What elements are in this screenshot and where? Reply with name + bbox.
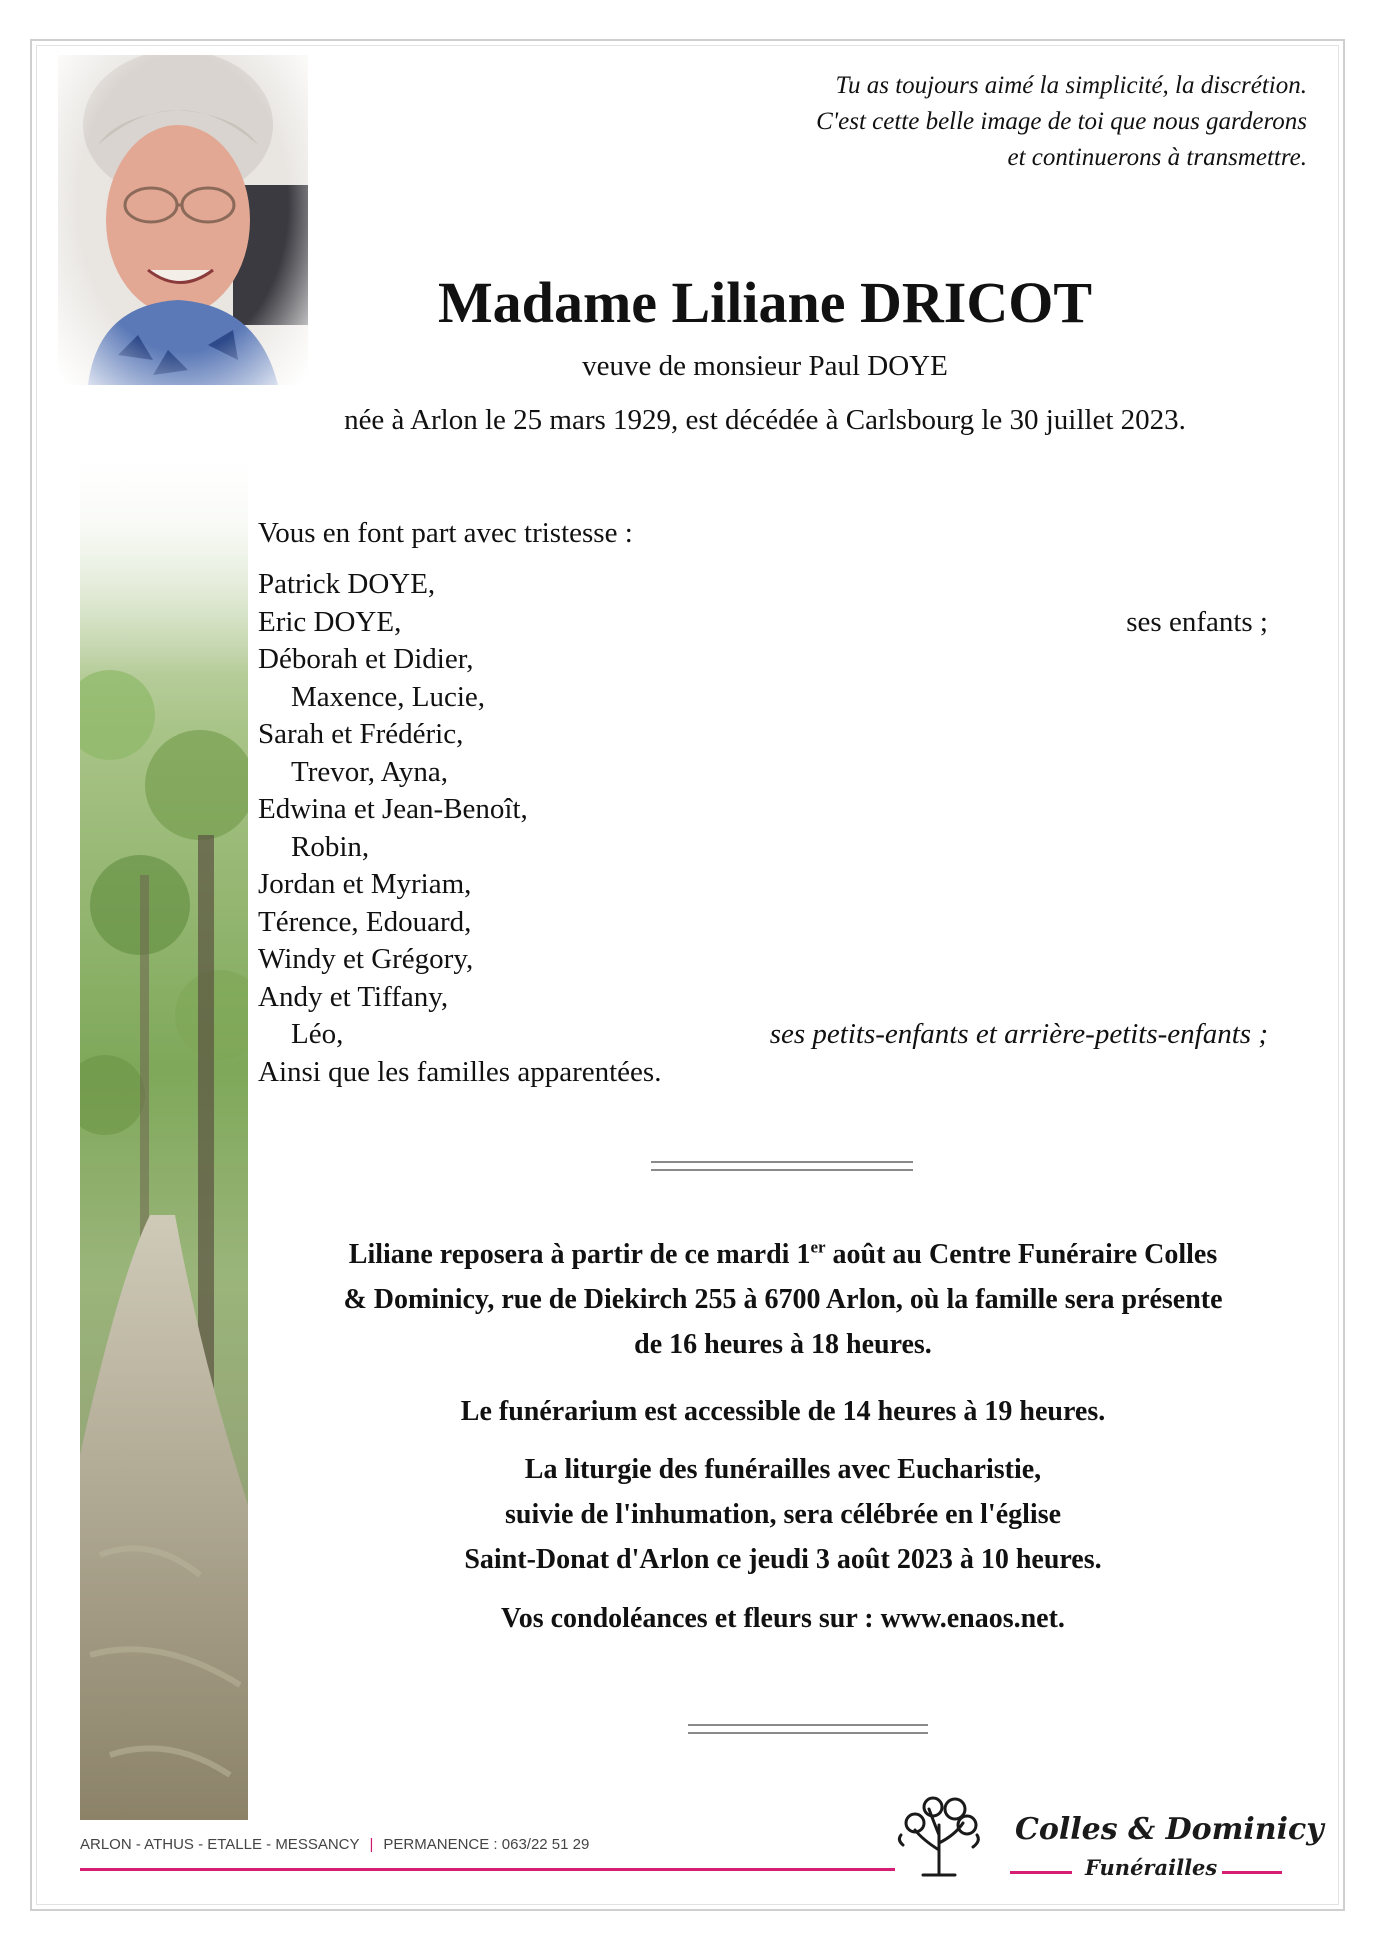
portrait-photo [58, 55, 308, 385]
brand-line-right [1222, 1871, 1282, 1874]
divider-top [651, 1161, 913, 1171]
family-row [258, 641, 1268, 679]
liturgy-notice [258, 1447, 1308, 1582]
family-member: Maxence, Lucie, [291, 680, 486, 713]
family-member: Ainsi que les familles apparentées. [258, 1055, 662, 1088]
family-member: Léo, [291, 1018, 344, 1050]
family-relation: ses petits-enfants et arrière-petits-enfants ; [769, 1018, 1268, 1050]
family-row [258, 904, 1268, 942]
liturgy-line-3: Saint-Donat d'Arlon ce jeudi 3 août 2023 à 10 heures. [464, 1544, 1102, 1575]
rest-notice [258, 1232, 1308, 1367]
footer-contact [80, 1836, 589, 1853]
family-intro: Vous en font part avec tristesse : [258, 517, 633, 549]
family-row [258, 791, 1268, 829]
access-notice: Le funérarium est accessible de 14 heures à 19 heures. [460, 1396, 1106, 1427]
family-list [258, 566, 1268, 1091]
family-member: Térence, Edouard, [258, 905, 472, 938]
condolences-notice: Vos condoléances et fleurs sur : www.enaos.net. [501, 1603, 1065, 1634]
rest-line-3: de 16 heures à 18 heures. [634, 1329, 932, 1360]
footer-accent-line [80, 1868, 895, 1871]
family-row [258, 604, 1268, 642]
liturgy-line-1: La liturgie des funérailles avec Eucharistie, [524, 1454, 1042, 1485]
footer-locations: ARLON - ATHUS - ETALLE - MESSANCY [80, 1836, 360, 1853]
family-member: Andy et Tiffany, [258, 980, 449, 1013]
rest-line-1: Liliane reposera à partir de ce mardi 1er août au Centre Funéraire Colles [348, 1237, 1218, 1270]
family-member: Jordan et Myriam, [258, 868, 472, 900]
divider-bottom [688, 1724, 928, 1734]
family-member: Eric DOYE, [258, 605, 402, 638]
rest-line-2: & Dominicy, rue de Diekirch 255 à 6700 Arlon, où la famille sera présente [343, 1284, 1223, 1315]
family-member: Edwina et Jean-Benoît, [258, 793, 528, 825]
forest-path-image [80, 455, 248, 1820]
widow-of-line: veuve de monsieur Paul DOYE [582, 350, 948, 382]
family-row [258, 1054, 1268, 1092]
quote-line: C'est cette belle image de toi que nous garderons [816, 108, 1307, 135]
tree-logo-icon [893, 1795, 985, 1880]
family-row [258, 754, 1268, 792]
footer-separator: | [369, 1836, 374, 1853]
family-row [258, 1016, 1268, 1054]
family-member: Trevor, Ayna, [291, 755, 449, 788]
family-row [258, 979, 1268, 1017]
family-row [258, 941, 1268, 979]
footer-permanence: PERMANENCE : 063/22 51 29 [383, 1836, 590, 1853]
birth-death-line: née à Arlon le 25 mars 1929, est décédée à Carlsbourg le 30 juillet 2023. [344, 404, 1186, 436]
family-member: Déborah et Didier, [258, 643, 474, 675]
family-row [258, 566, 1268, 604]
family-member: Robin, [291, 830, 370, 863]
family-member: Windy et Grégory, [258, 943, 474, 975]
quote-block [607, 68, 1307, 176]
brand-name: Colles & Dominicy [1015, 1812, 1324, 1847]
family-row [258, 716, 1268, 754]
liturgy-line-2: suivie de l'inhumation, sera célébrée en l'église [504, 1499, 1062, 1530]
quote-line: et continuerons à transmettre. [1007, 144, 1307, 171]
quote-line: Tu as toujours aimé la simplicité, la discrétion. [835, 72, 1307, 99]
brand-subtitle: Funérailles [1085, 1855, 1218, 1880]
family-relation: ses enfants ; [1126, 605, 1268, 638]
brand-line-left [1010, 1871, 1072, 1874]
family-member: Sarah et Frédéric, [258, 718, 464, 750]
family-member: Patrick DOYE, [258, 568, 436, 600]
family-row [258, 829, 1268, 867]
family-row [258, 866, 1268, 904]
deceased-name: Madame Liliane DRICOT [437, 270, 1093, 335]
family-row [258, 679, 1268, 717]
